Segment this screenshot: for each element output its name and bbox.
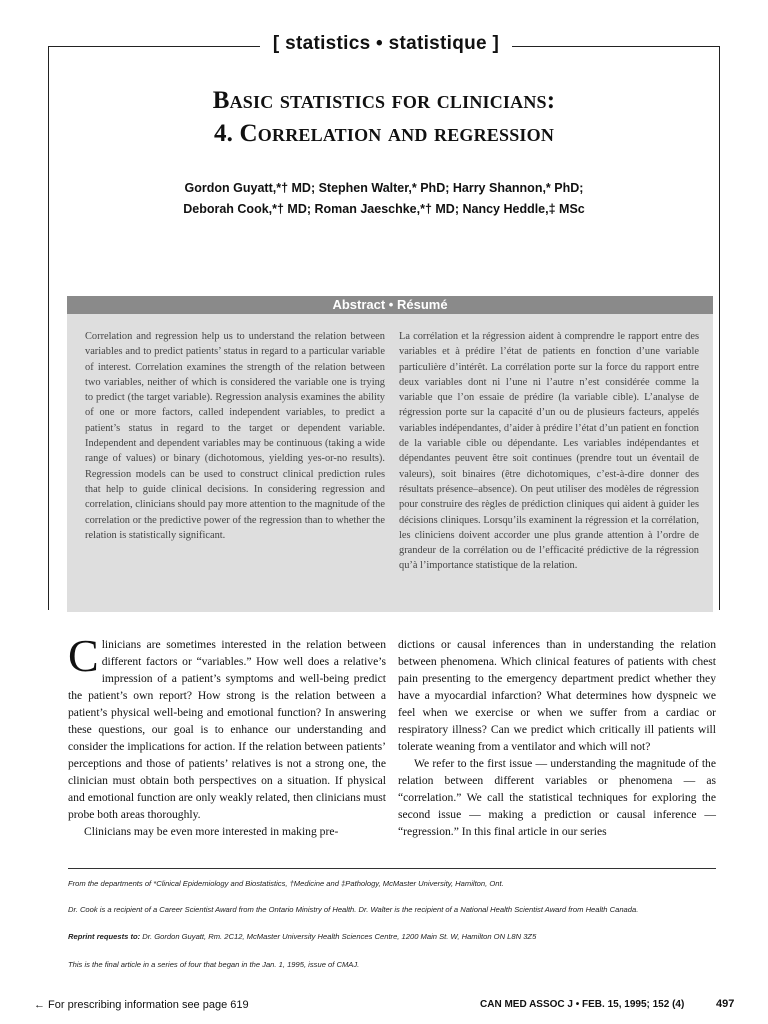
drop-cap: C bbox=[68, 630, 99, 681]
body-column-right bbox=[398, 636, 716, 840]
reprint-label: Reprint requests to: bbox=[68, 932, 141, 941]
body-paragraph: dictions or causal inferences than in understanding the relation between phenomena. Which clinical features of patients with chest pain presenting to the emergency department predict whether they have a myocardial infarction? What determines how dyspneic we feel when we exercise or when we suffer from a cardiac or respiratory illness? Can we predict which critically ill patients will tolerate weaning from a ventilator and which will not? bbox=[398, 638, 716, 753]
article-title bbox=[48, 84, 720, 150]
journal-citation: CAN MED ASSOC J • FEB. 15, 1995; 152 (4) bbox=[480, 999, 685, 1010]
section-tag: [ statistics • statistique ] bbox=[272, 33, 500, 54]
abstract-box bbox=[67, 314, 713, 612]
frame-top-rule-right bbox=[512, 46, 720, 47]
footnote-series: This is the final article in a series of four that began in the Jan. 1, 1995, issue of CMAJ. bbox=[68, 960, 360, 969]
authors-line-2: Deborah Cook,*† MD; Roman Jaeschke,*† MD; Nancy Heddle,‡ MSc bbox=[183, 202, 585, 216]
footnote-departments: From the departments of *Clinical Epidemiology and Biostatistics, †Medicine and ‡Pathology, McMaster University, Hamilton, Ont. bbox=[68, 879, 504, 888]
footnote-reprint bbox=[68, 932, 718, 942]
frame-top-rule-left bbox=[48, 46, 260, 47]
prescribing-info-link[interactable]: ← For prescribing information see page 619 bbox=[34, 999, 249, 1011]
footnote-awards: Dr. Cook is a recipient of a Career Scientist Award from the Ontario Ministry of Health. Dr. Walter is the recipient of a National Health Scientist Award from Health Canada. bbox=[68, 905, 639, 914]
authors-line-1: Gordon Guyatt,*† MD; Stephen Walter,* PhD; Harry Shannon,* PhD; bbox=[184, 181, 584, 195]
reprint-text: Dr. Gordon Guyatt, Rm. 2C12, McMaster University Health Sciences Centre, 1200 Main St. W, Hamilton ON L8N 3Z5 bbox=[140, 932, 537, 941]
body-paragraph bbox=[68, 630, 386, 823]
abstract-french: La corrélation et la régression aident à comprendre le rapport entre des variables et à prédire l’état de patients en fonction d’une variable particulière d’intérêt. La corrélation porte sur la force du rapport entre deux variables dont ni l’une ni l’autre n’est considérée comme la variable que l’on essaie de prédire (la variable cible). L’analyse de régression porte sur la capacité d’un ou de plusieurs facteurs, appelés variables indépendantes, d’aider à prédire l’état d’un patient en fonction de la variable cible ou dépendante. Les variables indépendantes et dépendantes peuvent être soit continues (prendre tout un éventail de valeurs), soit binaires (être dichotomiques, c’est-à-dire donner des résultats présence–absence). On peut utiliser des modèles de régression pour construire des règles de prédiction cliniques qui aident à guider les décisions cliniques. Lorsqu’ils examinent la régression et la corrélation, les cliniciens doivent accorder une plus grande attention à l’ordre de grandeur de la corrélation ou de l’efficacité prédictive de la régression qu’à l’importance statistique de la relation. bbox=[399, 331, 699, 572]
title-line-2: 4. Correlation and regression bbox=[213, 120, 555, 147]
body-text: linicians are sometimes interested in the relation between different factors or “variables.” How well does a relative’s impression of a patient’s symptoms and well-being predict the patient’s own report? How strong is the relation between a patient’s physical well-being and emotional function? In answering these questions, our goal is to enhance our understanding and consider the implications for action. If the relation between patients’ perceptions and those of patients’ relatives is not a strong one, the clinician must obtain both perspectives on a situation. If physical and emotional function are only weakly related, then clinicians must probe both areas thoroughly. bbox=[68, 638, 386, 821]
body-paragraph: We refer to the first issue — understanding the magnitude of the relation between different variables or phenomena — as “correlation.” We call the statistical techniques for exploring the second issue — making a prediction or causal inference — “regression.” In this final article in our series bbox=[398, 757, 716, 838]
page-number: 497 bbox=[716, 998, 735, 1010]
abstract-english: Correlation and regression help us to understand the relation between variables and to predict patients’ status in regard to a particular variable of interest. Correlation examines the strength of the relation between two variables, neither of which is considered the variable one is trying to predict (the target variable). Regression analysis examines the ability of one or more factors, called independent variables, to predict a patient’s status in regard to the target or dependent variable. Independent and dependent variables may be continuous (taking a wide range of values) or binary (dichotomous, yielding yes-or-no results). Regression models can be used to construct clinical prediction rules that help to guide clinical decisions. In considering regression and correlation, clinicians should pay more attention to the magnitude of the correlation or the predictive power of the regression than to whether the relation is statistically significant. bbox=[85, 331, 385, 541]
footnote-rule bbox=[68, 868, 716, 869]
author-list bbox=[48, 178, 720, 220]
title-line-1: Basic statistics for clinicians: bbox=[212, 87, 556, 114]
body-column-left bbox=[68, 630, 386, 840]
body-paragraph: Clinicians may be even more interested in making pre- bbox=[84, 825, 339, 838]
page-footer bbox=[0, 996, 768, 1016]
abstract-header: Abstract • Résumé bbox=[67, 296, 713, 314]
